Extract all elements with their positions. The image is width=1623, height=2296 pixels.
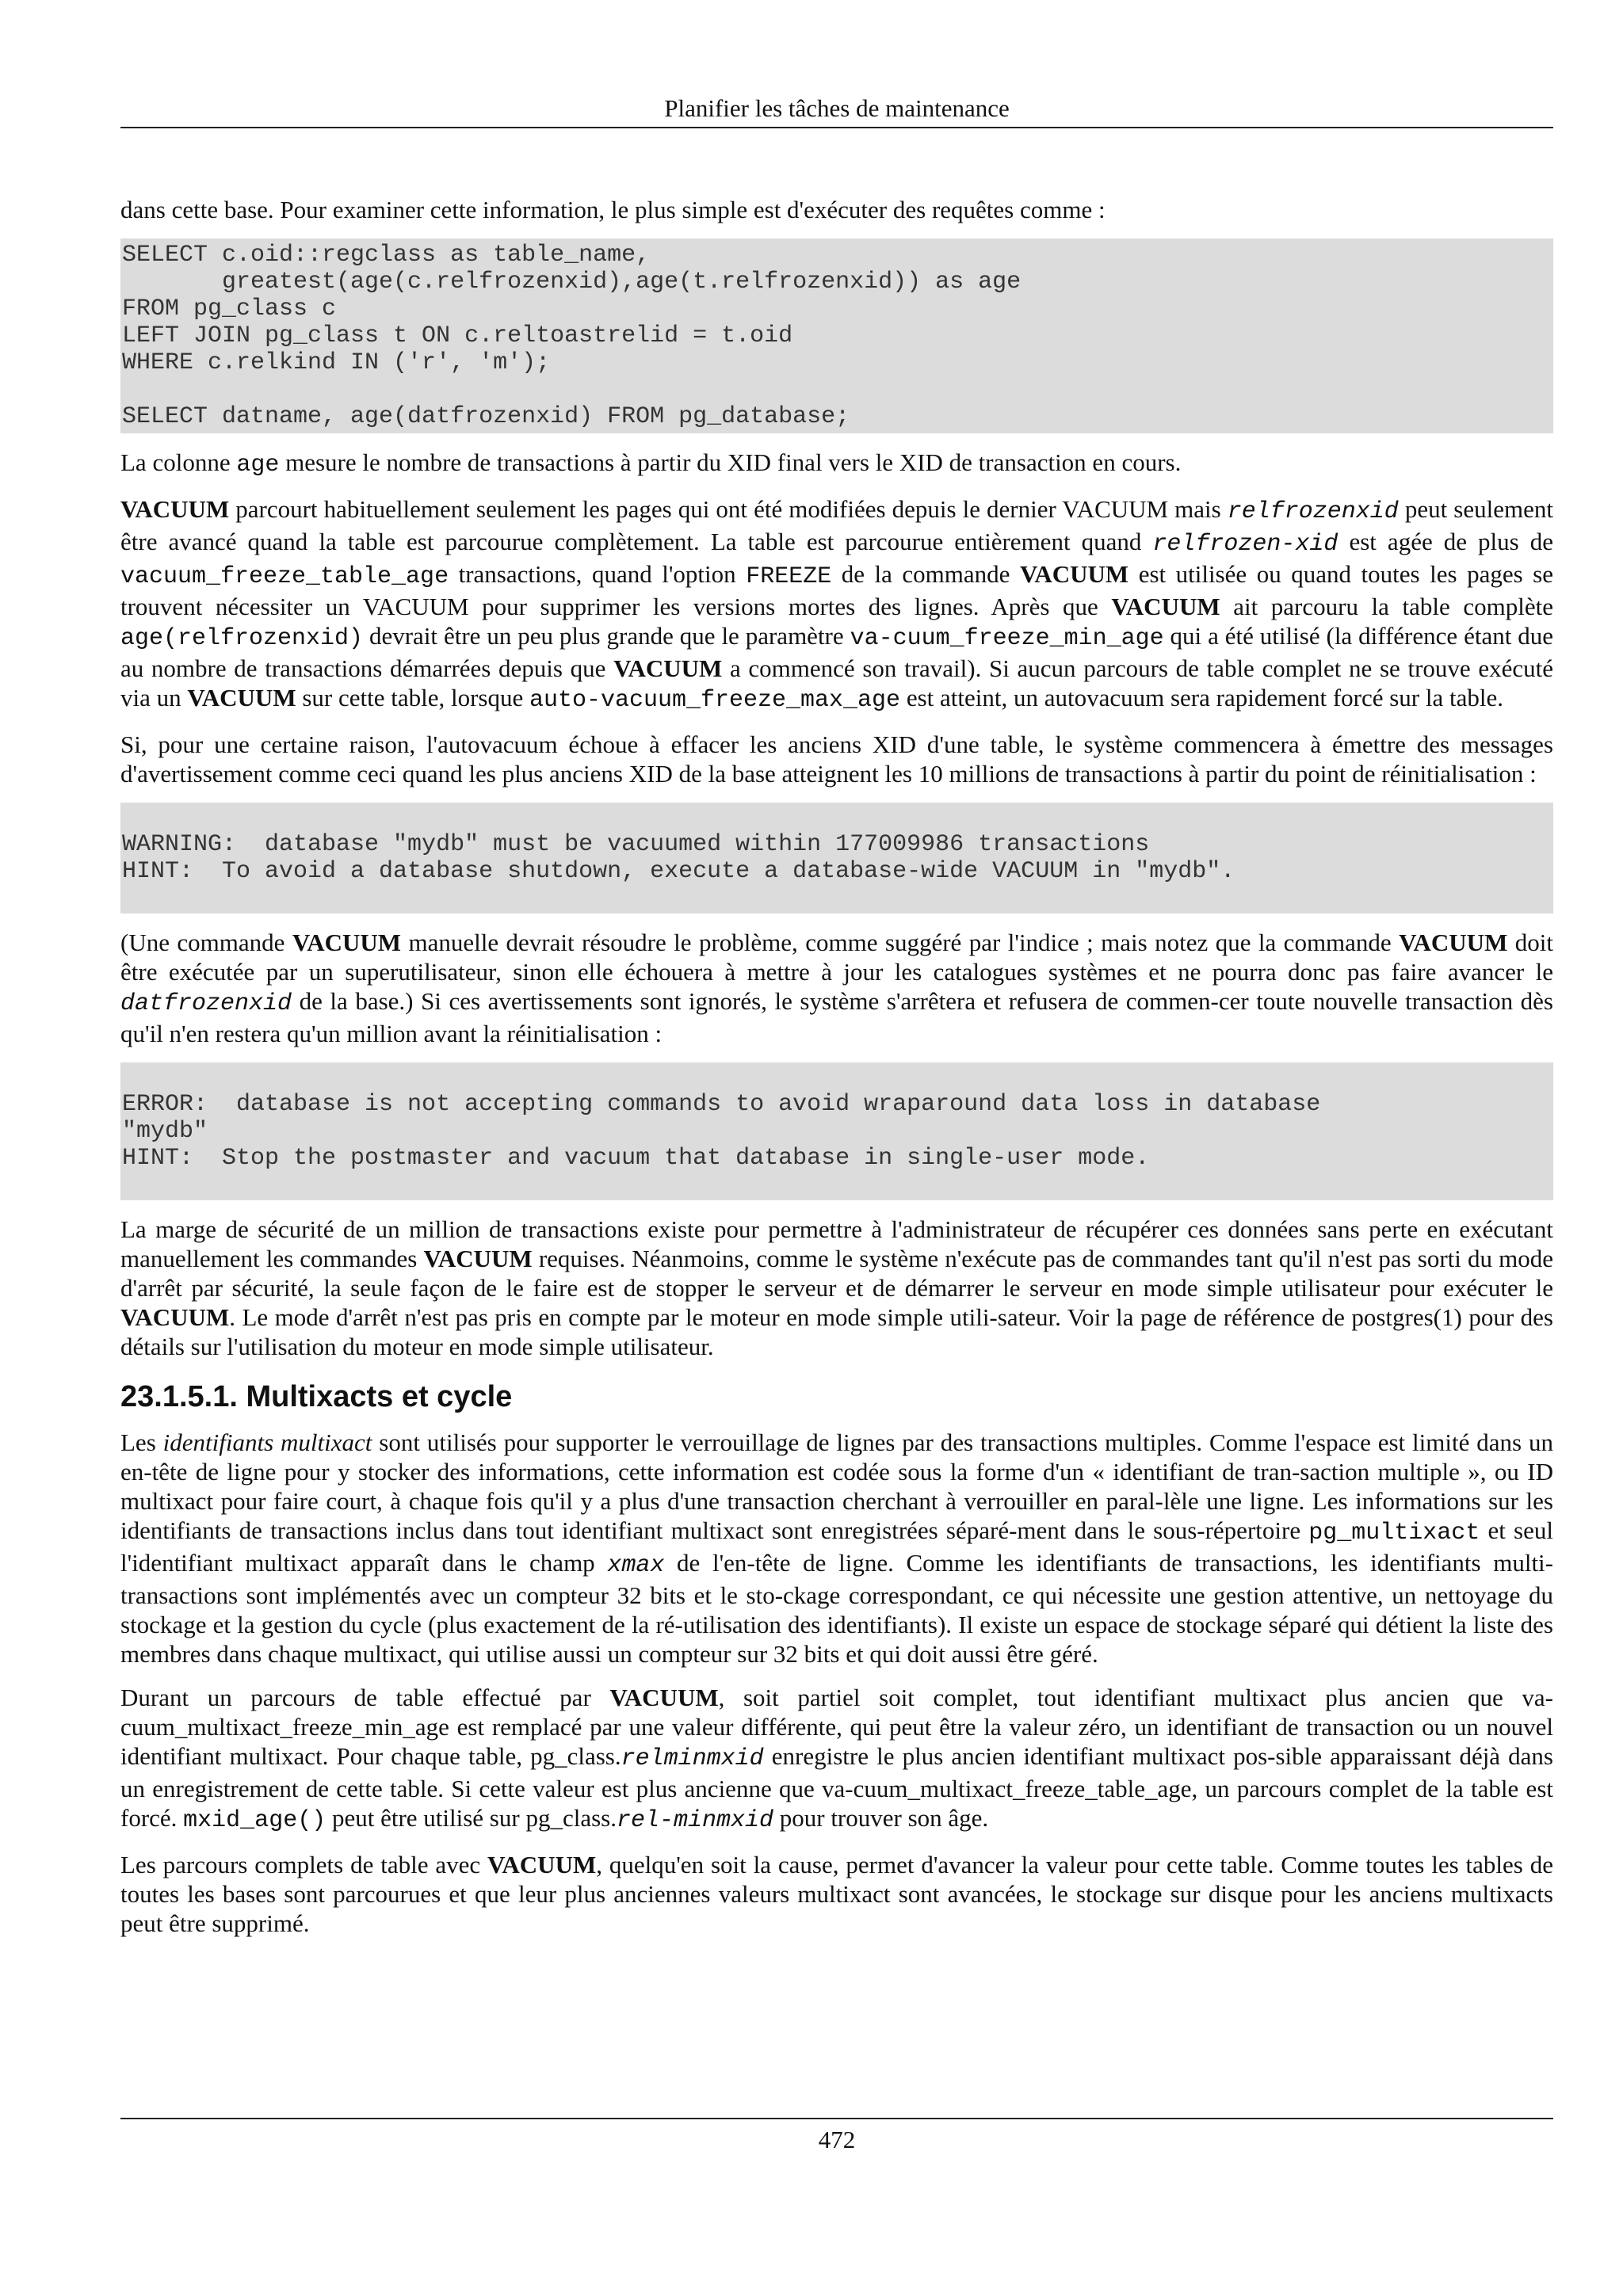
full-scan-paragraph: Les parcours complets de table avec VACUUM, quelqu'en soit la cause, permet d'avancer la valeur pour cette table. Comme toutes les tables de toutes les bases sont parcourues et que leur plus anciennes valeurs multixact sont avancées, le stockage sur disque pour les anciens multixacts peut être supprimé. [120,1851,1553,1937]
header-divider [120,127,1553,128]
age-paragraph: La colonne age mesure le nombre de transactions à partir du XID final vers le XID de transaction en cours. [120,448,1182,479]
code-block-query: SELECT c.oid::regclass as table_name, greatest(age(c.relfrozenxid),age(t.relfrozenxid)) as age FROM pg_class c LEFT JOIN pg_class t ON c.reltoastrelid = t.oid WHERE c.relkind IN ('r', 'm'); SELECT datname, age(datfrozenxid) FROM pg_database; [120,238,1553,433]
page-content [120,195,1553,1952]
page-number: 472 [818,2126,856,2153]
section-heading: 23.1.5.1. Multixacts et cycle [120,1380,513,1413]
footer-divider [120,2118,1553,2119]
multixact-paragraph: Les identifiants multixact sont utilisés pour supporter le verrouillage de lignes par des transactions multiples. Comme l'espace est limité dans un en-tête de ligne pour y stocker des informations, cette information est codée sous la forme d'un « identifiant de tran-saction multiple », ou ID multixact pour faire court, à chaque fois qu'il y a plus d'une transaction cherchant à verrouiller en paral-lèle une ligne. Les informations sur les identifiants de transactions inclus dans tout identifiant multixact sont enregistrées séparé-ment dans le sous-répertoire pg_multixact et seul l'identifiant multixact apparaît dans le champ xmax de l'en-tête de ligne. Comme les identifiants de transactions, les identifiants multi-transactions sont implémentés avec un compteur 32 bits et le sto-ckage correspondant, ce qui nécessite une gestion attentive, un nettoyage du stockage et la gestion du cycle (plus exactement de la ré-utilisation des identifiants). Il existe un espace de stockage séparé qui détient la liste des membres dans chaque multixact, qui utilise aussi un compteur sur 32 bits et qui doit aussi être géré. [120,1428,1553,1668]
inline-code: age [236,452,280,479]
vacuum-scan-paragraph: Durant un parcours de table effectué par VACUUM, soit partiel soit complet, tout identifiant multixact plus ancien que va-cuum_multixact_freeze_min_age est remplacé par une valeur différente, qui peut être la valeur zéro, un identifiant de transaction ou un nouvel identifiant multixact. Pour chaque table, pg_class.relminmxid enregistre le plus ancien identifiant multixact pos-sible apparaissant déjà dans un enregistrement de cette table. Si cette valeur est plus ancienne que va-cuum_multixact_freeze_table_age, un parcours complet de la table est forcé. mxid_age() peut être utilisé sur pg_class.rel-minmxid pour trouver son âge. [120,1684,1554,1834]
code-block-error: ERROR: database is not accepting commands to avoid wraparound data loss in database "mydb" HINT: Stop the postmaster and vacuum that database in single-user mode. [120,1062,1553,1200]
warning-paragraph: Si, pour une certaine raison, l'autovacuum échoue à effacer les anciens XID d'une table, le système commencera à émettre des messages d'avertissement comme ceci quand les plus anciens XID de la base atteignent les 10 millions de transactions à partir du point de réinitialisation : [120,730,1553,788]
code-block-warning: WARNING: database "mydb" must be vacuumed within 177009986 transactions HINT: To avoid a database shutdown, execute a database-wide VACUUM in "mydb". [120,803,1553,913]
running-header: Planifier les tâches de maintenance [664,94,1010,122]
manual-vacuum-paragraph: (Une commande VACUUM manuelle devrait résoudre le problème, comme suggéré par l'indice ; mais notez que la commande VACUUM doit être exécutée par un superutilisateur, sinon elle échouera à mettre à jour les catalogues systèmes et ne pourra donc pas faire avancer le datfrozenxid de la base.) Si ces avertissements sont ignorés, le système s'arrêtera et refusera de commen-cer toute nouvelle transaction dès qu'il n'en restera qu'un million avant la réinitialisation : [120,929,1553,1047]
intro-paragraph: dans cette base. Pour examiner cette information, le plus simple est d'exécuter des requêtes comme : [120,196,1106,223]
vacuum-paragraph: VACUUM parcourt habituellement seulement les pages qui ont été modifiées depuis le dernier VACUUM mais relfrozenxid peut seulement être avancé quand la table est parcourue complètement. La table est parcourue entièrement quand relfrozen-xid est agée de plus de vacuum_freeze_table_age transactions, quand l'option FREEZE de la commande VACUUM est utilisée ou quand toutes les pages se trouvent nécessiter un VACUUM pour supprimer les versions mortes des lignes. Après que VACUUM ait parcouru la table complète age(relfrozenxid) devrait être un peu plus grande que le paramètre va-cuum_freeze_min_age qui a été utilisé (la différence étant due au nombre de transactions démarrées depuis que VACUUM a commencé son travail). Si aucun parcours de table complet ne se trouve exécuté via un VACUUM sur cette table, lorsque auto-vacuum_freeze_max_age est atteint, un autovacuum sera rapidement forcé sur la table. [120,495,1553,714]
safety-margin-paragraph: La marge de sécurité de un million de transactions existe pour permettre à l'administrateur de récupérer ces données sans perte en exécutant manuellement les commandes VACUUM requises. Néanmoins, comme le système n'exécute pas de commandes tant qu'il n'est pas sorti du mode d'arrêt par sécurité, la seule façon de le faire est de stopper le serveur et de démarrer le serveur en mode simple utilisateur pour exécuter le VACUUM. Le mode d'arrêt n'est pas pris en compte par le moteur en mode simple utili-sateur. Voir la page de référence de postgres(1) pour des détails sur l'utilisation du moteur en mode simple utilisateur. [120,1215,1553,1360]
